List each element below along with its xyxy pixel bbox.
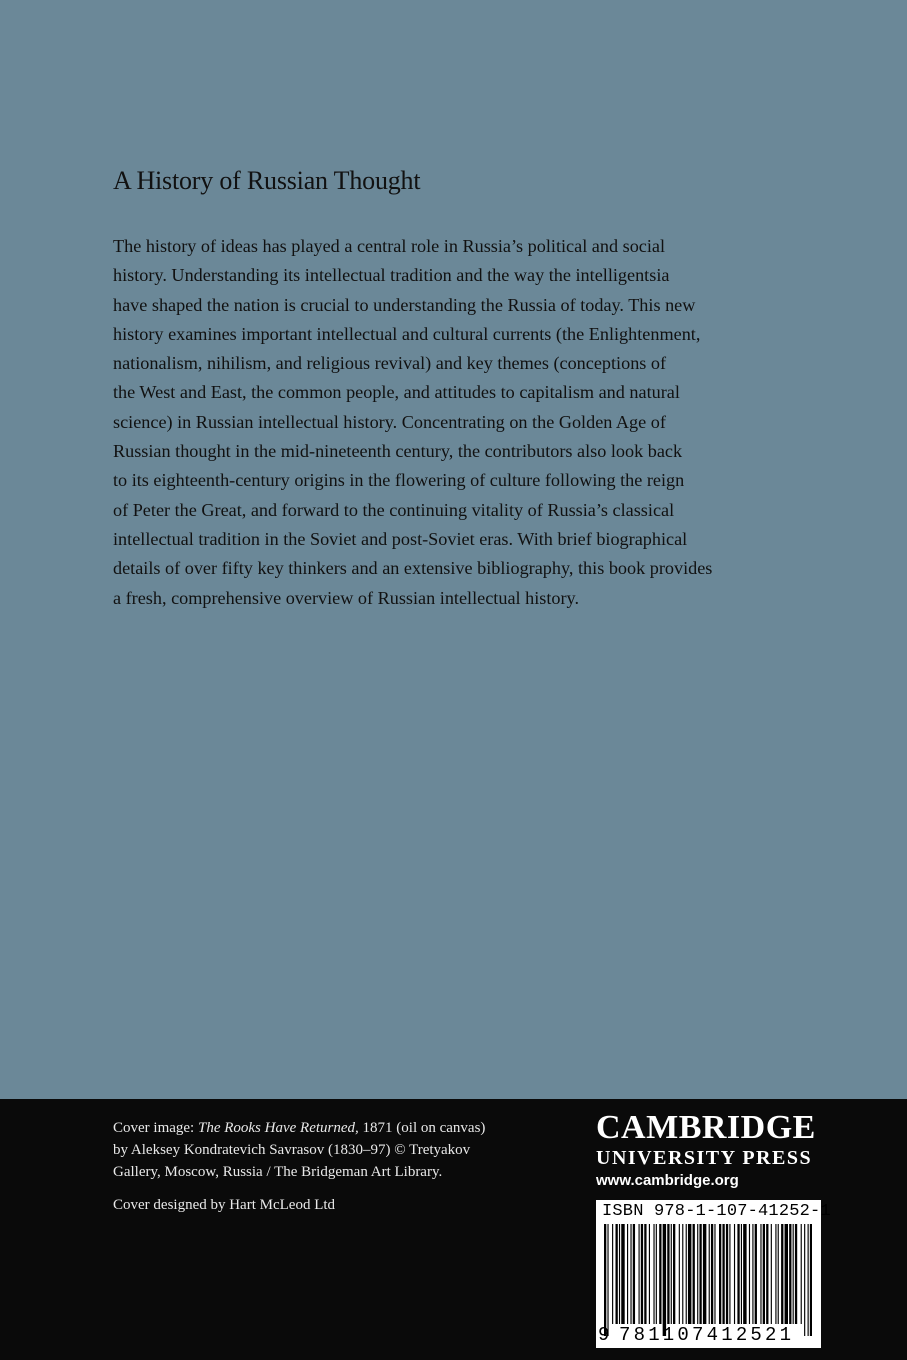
barcode-bar xyxy=(633,1224,635,1324)
barcode-bar xyxy=(641,1224,643,1324)
barcode-bar xyxy=(699,1224,701,1324)
credit-line-2: by Aleksey Kondratevich Savrasov (1830–97) © Tretyakov xyxy=(113,1142,471,1158)
barcode-bar xyxy=(771,1224,772,1324)
blurb-line: details of over fifty key thinkers and an extensive bibliography, this book provides xyxy=(113,558,713,579)
blurb-line: to its eighteenth-century origins in the flowering of culture following the reign xyxy=(113,470,685,491)
barcode-bar xyxy=(679,1224,680,1324)
publisher-name: CAMBRIDGE xyxy=(596,1109,816,1146)
barcode-bar xyxy=(659,1224,661,1324)
painting-title: The Rooks Have Returned, xyxy=(197,1120,359,1136)
barcode-bar xyxy=(801,1224,802,1324)
blurb-line: a fresh, comprehensive overview of Russian intellectual history. xyxy=(113,587,580,608)
barcode-bar xyxy=(686,1224,687,1324)
barcode-bar xyxy=(741,1224,742,1324)
barcode-bar xyxy=(729,1224,730,1324)
barcode-bar xyxy=(810,1224,812,1336)
barcode-bar xyxy=(766,1224,768,1324)
barcode-bar xyxy=(693,1224,695,1324)
barcode-bar xyxy=(671,1224,672,1324)
barcode-bar xyxy=(714,1224,715,1324)
publisher-url: www.cambridge.org xyxy=(596,1172,739,1189)
barcode-bar xyxy=(649,1224,650,1324)
barcode-bar xyxy=(607,1224,608,1336)
barcode-bar xyxy=(808,1224,809,1336)
barcode-bar xyxy=(726,1224,728,1324)
credit-suffix: 1871 (oil on canvas) xyxy=(358,1120,486,1136)
publisher-press: UNIVERSITY PRESS xyxy=(596,1147,813,1169)
cover-credits xyxy=(113,1117,485,1183)
barcode-bar xyxy=(781,1224,783,1324)
barcode-bar xyxy=(804,1224,805,1336)
barcode-bar xyxy=(627,1224,628,1324)
blurb-line: history examines important intellectual and cultural currents (the Enlightenment, xyxy=(113,323,701,344)
barcode-bar xyxy=(755,1224,757,1324)
barcode-bar xyxy=(734,1224,735,1324)
barcode-bar xyxy=(752,1224,753,1324)
barcode-bar xyxy=(612,1224,613,1324)
blurb-line: science) in Russian intellectual history. Concentrating on the Golden Age of xyxy=(113,411,666,432)
blurb-line: the West and East, the common people, and attitudes to capitalism and natural xyxy=(113,382,680,403)
barcode-bar xyxy=(663,1224,666,1336)
barcode-bar xyxy=(697,1224,698,1324)
barcode-bar xyxy=(616,1224,618,1324)
barcode-bar xyxy=(639,1224,640,1324)
barcode-bar xyxy=(604,1224,606,1336)
barcode-bar xyxy=(644,1224,646,1324)
barcode-digits: 781107412521 xyxy=(619,1324,795,1346)
barcode-bar xyxy=(789,1224,791,1324)
barcode-bar xyxy=(743,1224,746,1324)
isbn-label: ISBN 978-1-107-41252-1 xyxy=(602,1202,831,1221)
barcode-bar xyxy=(775,1224,776,1324)
barcode-bar xyxy=(737,1224,739,1324)
barcode-bar xyxy=(619,1224,620,1324)
barcode-bar xyxy=(785,1224,788,1324)
barcode-bar xyxy=(760,1224,761,1324)
book-title: A History of Russian Thought xyxy=(113,166,421,195)
barcode-bar xyxy=(653,1224,654,1324)
barcode-bar xyxy=(722,1224,724,1324)
barcode-bar xyxy=(667,1224,669,1324)
blurb-line: have shaped the nation is crucial to understanding the Russia of today. This new xyxy=(113,294,696,315)
barcode-bar xyxy=(711,1224,713,1324)
blurb-line: Russian thought in the mid-nineteenth century, the contributors also look back xyxy=(113,441,683,462)
credit-prefix: Cover image: xyxy=(113,1120,198,1136)
designer-credit: Cover designed by Hart McLeod Ltd xyxy=(113,1197,336,1213)
blurb-line: history. Understanding its intellectual tradition and the way the intelligentsia xyxy=(113,265,670,286)
blurb-line: nationalism, nihilism, and religious revival) and key themes (conceptions of xyxy=(113,353,667,374)
blurb-line: intellectual tradition in the Soviet and post-Soviet eras. With brief biographical xyxy=(113,528,688,549)
credit-line-1 xyxy=(113,1117,485,1139)
barcode-bar xyxy=(656,1224,657,1324)
publisher-logo xyxy=(596,1109,836,1193)
blurb-line: of Peter the Great, and forward to the continuing vitality of Russia’s classical xyxy=(113,499,675,520)
barcode-bar xyxy=(621,1224,624,1324)
barcode xyxy=(596,1200,831,1348)
barcode-bar xyxy=(778,1224,779,1324)
barcode-bar xyxy=(709,1224,710,1324)
blurb-line: The history of ideas has played a central role in Russia’s political and social xyxy=(113,236,666,256)
barcode-bar xyxy=(793,1224,794,1324)
barcode-bar xyxy=(763,1224,765,1324)
barcode-bar xyxy=(703,1224,706,1324)
barcode-bar xyxy=(682,1224,683,1324)
barcode-lead-digit: 9 xyxy=(598,1324,610,1346)
barcode-bar xyxy=(719,1224,721,1324)
barcode-bar xyxy=(630,1224,631,1324)
barcode-bar xyxy=(795,1224,797,1324)
barcode-bar xyxy=(749,1224,750,1324)
blurb xyxy=(113,232,813,613)
credit-line-3: Gallery, Moscow, Russia / The Bridgeman Art Library. xyxy=(113,1164,443,1180)
barcode-bar xyxy=(673,1224,675,1324)
footer-band xyxy=(0,1099,907,1360)
barcode-bar xyxy=(688,1224,691,1324)
